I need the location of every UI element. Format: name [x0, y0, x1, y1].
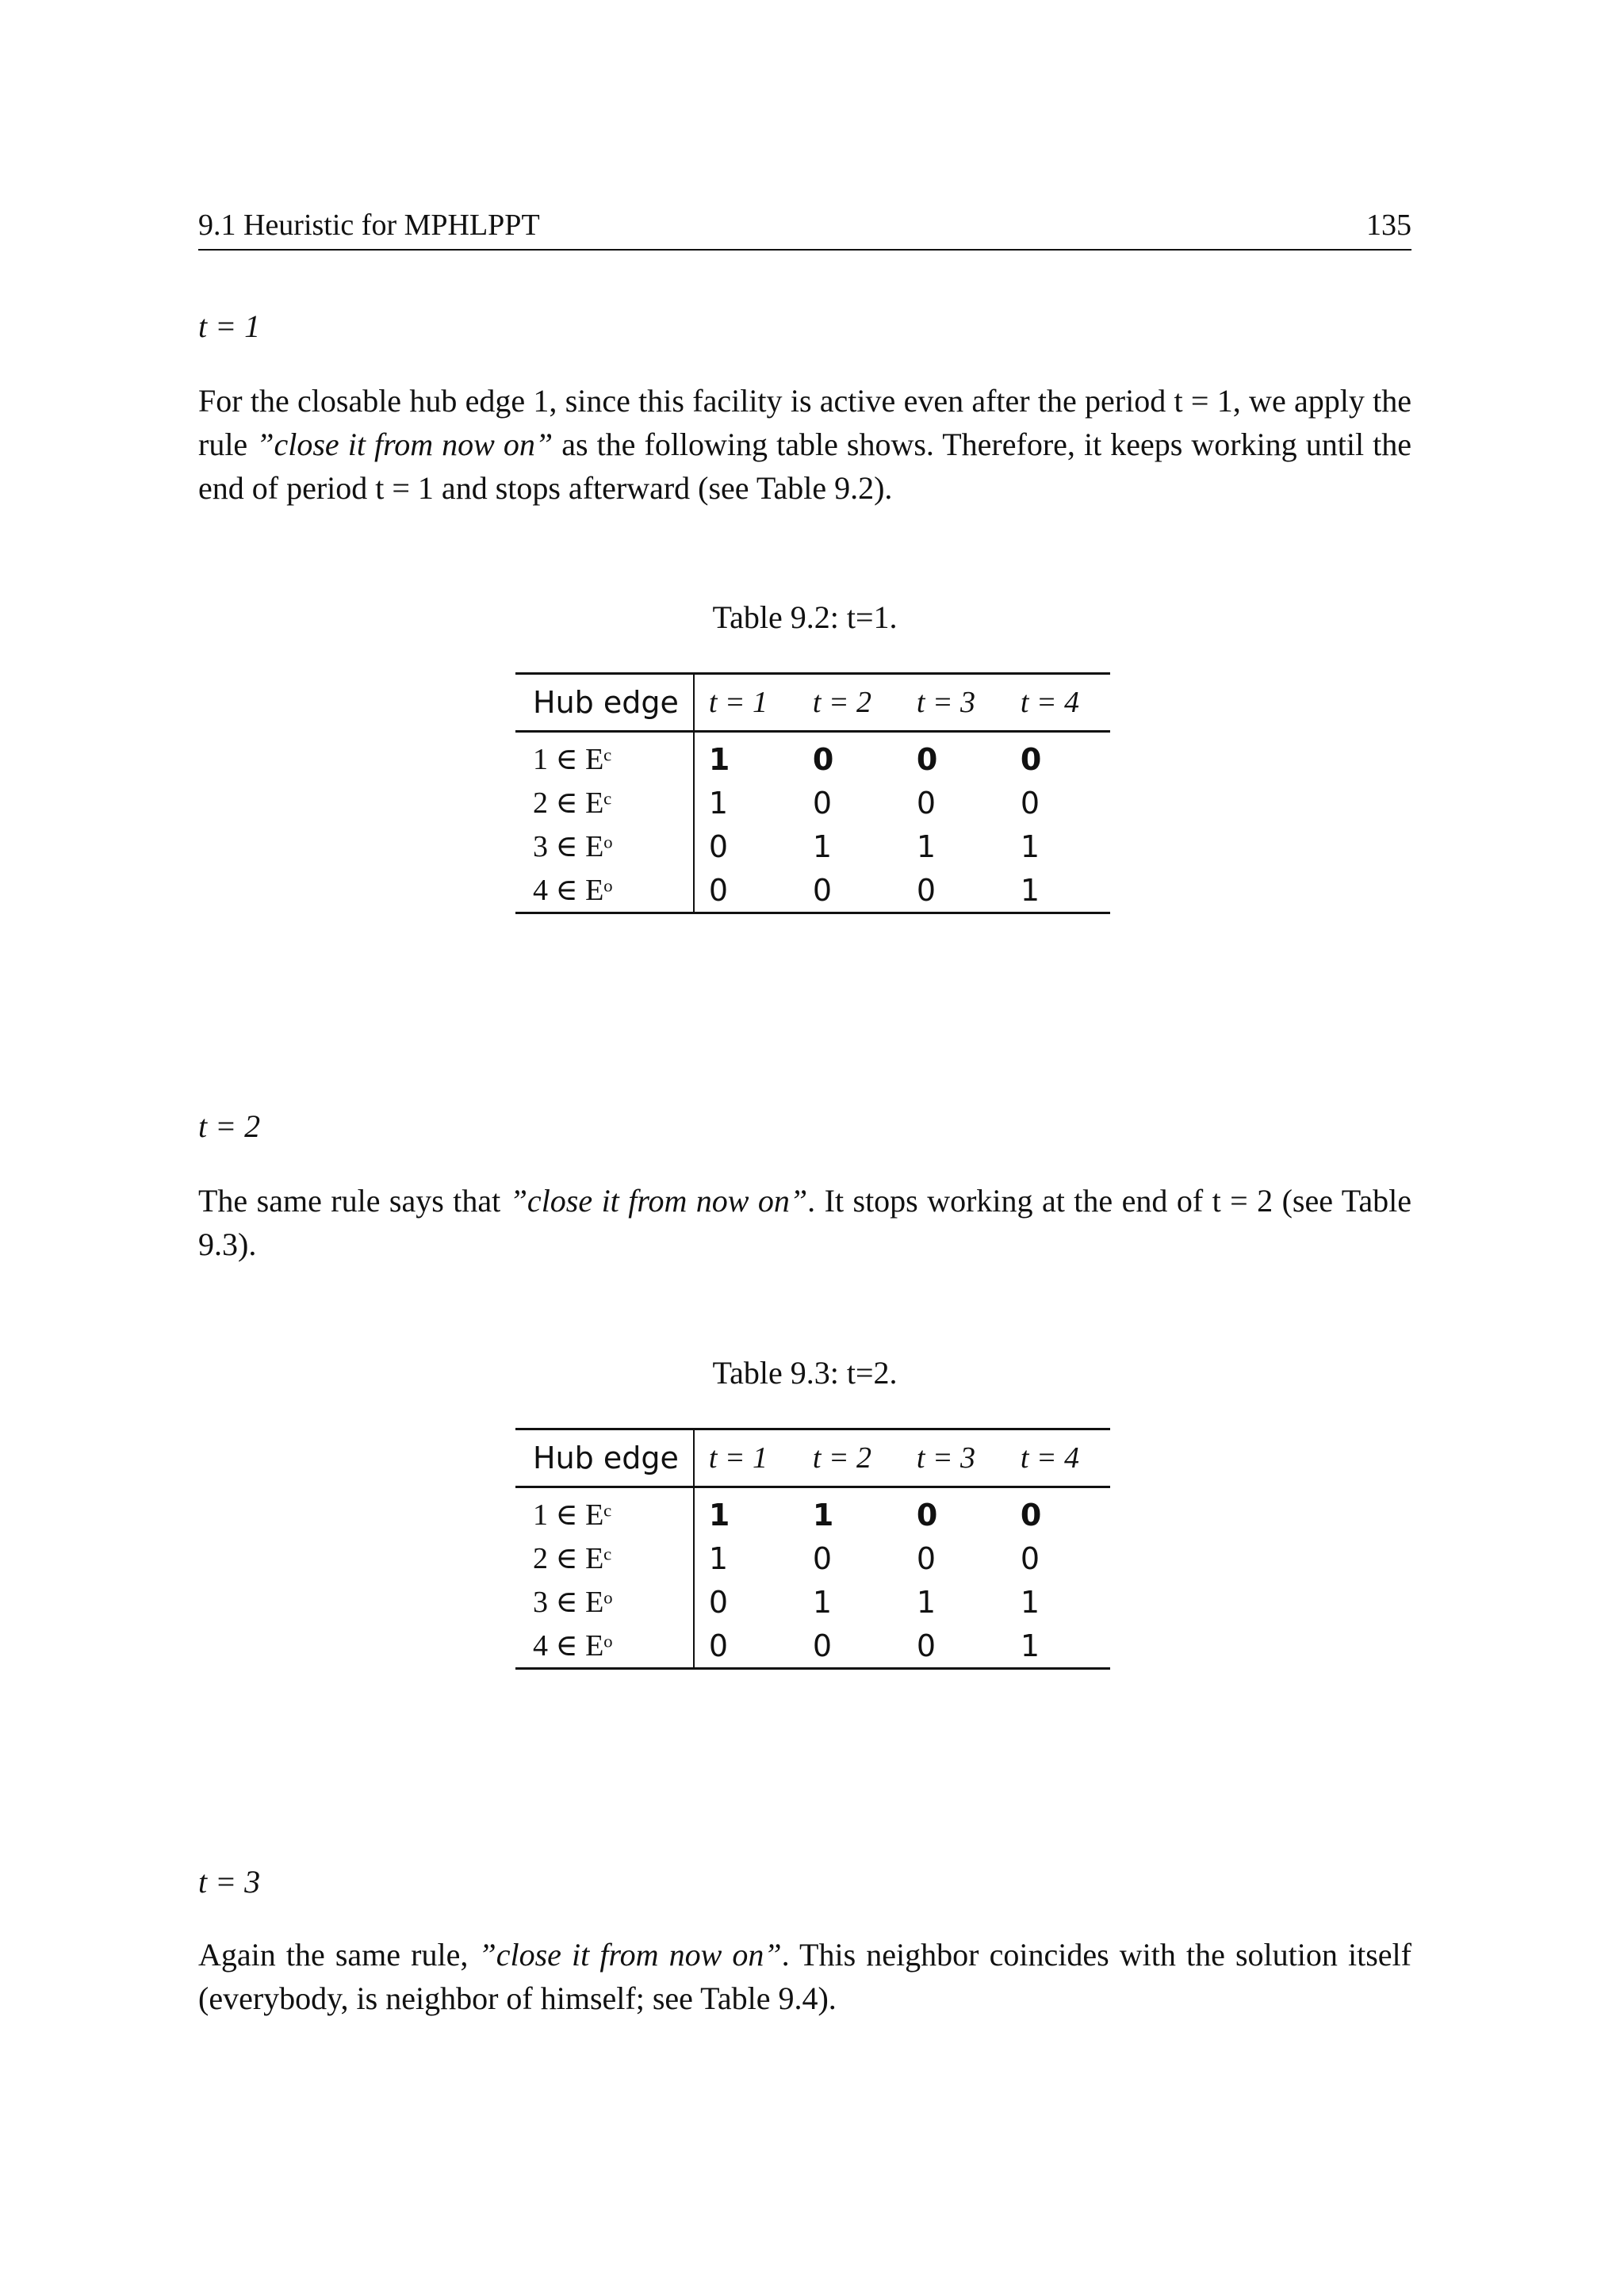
hub-edge-cell: 4 ∈ Eᵒ: [515, 1624, 694, 1669]
paragraph-1: [198, 379, 1411, 510]
hub-edge-cell: 1 ∈ Eᶜ: [515, 732, 694, 782]
paragraph-2: [198, 1179, 1411, 1266]
paragraph-1-emphasis: ”close it from now on”: [256, 427, 553, 462]
value-cell: 1: [812, 828, 833, 864]
table-row: [515, 1580, 1110, 1624]
column-header-hub-edge: Hub edge: [515, 1429, 694, 1487]
value-cell: 0: [1020, 741, 1042, 777]
table-row: [515, 732, 1110, 782]
hub-edge-cell: 2 ∈ Eᶜ: [515, 1536, 694, 1580]
value-cell: 1: [1020, 872, 1040, 908]
column-header-t4: t = 4: [1006, 1429, 1110, 1487]
paragraph-3-text-b: . This neighbor coincides with the solution itself (everybody, is neighbor of himself; see Table 9.4).: [198, 1937, 1411, 2016]
value-cell: 0: [812, 1628, 833, 1663]
hub-edge-cell: 2 ∈ Eᶜ: [515, 781, 694, 825]
value-cell: 0: [916, 1540, 936, 1576]
column-header-t4: t = 4: [1006, 674, 1110, 732]
running-header: [198, 208, 1411, 251]
value-cell: 1: [708, 1540, 729, 1576]
table-9-2: [515, 672, 1110, 914]
period-label-1: t = 1: [198, 308, 261, 344]
value-cell: 1: [708, 741, 730, 777]
value-cell: 0: [708, 872, 729, 908]
value-cell: 0: [916, 741, 938, 777]
value-cell: 0: [708, 1584, 729, 1620]
paragraph-3-emphasis: ”close it from now on”: [478, 1937, 782, 1973]
table-row: [515, 868, 1110, 913]
value-cell: 0: [1020, 1497, 1042, 1533]
table-row: [515, 1536, 1110, 1580]
table-row: [515, 1487, 1110, 1537]
value-cell: 0: [708, 1628, 729, 1663]
value-cell: 0: [916, 872, 936, 908]
document-page: [198, 0, 1411, 2296]
value-cell: 1: [1020, 1628, 1040, 1663]
table-9-3: [515, 1428, 1110, 1670]
period-label-2: t = 2: [198, 1108, 261, 1144]
value-cell: 1: [1020, 1584, 1040, 1620]
value-cell: 1: [708, 785, 729, 821]
column-header-hub-edge: Hub edge: [515, 674, 694, 732]
value-cell: 1: [916, 828, 936, 864]
value-cell: 0: [812, 785, 833, 821]
value-cell: 1: [916, 1584, 936, 1620]
column-header-t2: t = 2: [799, 674, 902, 732]
paragraph-2-text-a: The same rule says that: [198, 1183, 510, 1219]
value-cell: 0: [916, 785, 936, 821]
paragraph-3-text-a: Again the same rule,: [198, 1937, 479, 1973]
column-header-t3: t = 3: [902, 674, 1006, 732]
table-row: [515, 825, 1110, 868]
value-cell: 0: [708, 828, 729, 864]
table-header-row: [515, 1429, 1110, 1487]
paragraph-2-text-b: . It stops working at the end of t = 2 (see Table 9.3).: [198, 1183, 1411, 1262]
hub-edge-cell: 3 ∈ Eᵒ: [515, 1580, 694, 1624]
value-cell: 0: [812, 872, 833, 908]
period-label-3: t = 3: [198, 1864, 261, 1900]
value-cell: 0: [812, 741, 834, 777]
column-header-t3: t = 3: [902, 1429, 1006, 1487]
paragraph-1-text-a: For the closable hub edge 1, since this facility is active even after the period t = 1, we apply the rule: [198, 383, 1411, 462]
table-row: [515, 781, 1110, 825]
column-header-t2: t = 2: [799, 1429, 902, 1487]
column-header-t1: t = 1: [694, 1429, 799, 1487]
value-cell: 0: [1020, 1540, 1040, 1576]
value-cell: 1: [1020, 828, 1040, 864]
section-title: 9.1 Heuristic for MPHLPPT: [198, 209, 540, 242]
table-caption-9-3: Table 9.3: t=2.: [712, 1355, 898, 1391]
value-cell: 1: [708, 1497, 730, 1533]
table-row: [515, 1624, 1110, 1669]
value-cell: 0: [812, 1540, 833, 1576]
hub-edge-cell: 4 ∈ Eᵒ: [515, 868, 694, 913]
value-cell: 0: [1020, 785, 1040, 821]
column-header-t1: t = 1: [694, 674, 799, 732]
value-cell: 1: [812, 1497, 834, 1533]
paragraph-1-text-b: as the following table shows. Therefore, it keeps working until the end of period t = 1 and stops afterward (see Table 9.2).: [198, 427, 1412, 506]
value-cell: 1: [812, 1584, 833, 1620]
hub-edge-cell: 1 ∈ Eᶜ: [515, 1487, 694, 1537]
hub-edge-cell: 3 ∈ Eᵒ: [515, 825, 694, 868]
paragraph-2-emphasis: ”close it from now on”: [509, 1183, 808, 1219]
value-cell: 0: [916, 1497, 938, 1533]
table-caption-9-2: Table 9.2: t=1.: [712, 599, 898, 635]
page-number: 135: [1366, 209, 1411, 242]
value-cell: 0: [916, 1628, 936, 1663]
table-header-row: [515, 674, 1110, 732]
paragraph-3: [198, 1933, 1411, 2020]
